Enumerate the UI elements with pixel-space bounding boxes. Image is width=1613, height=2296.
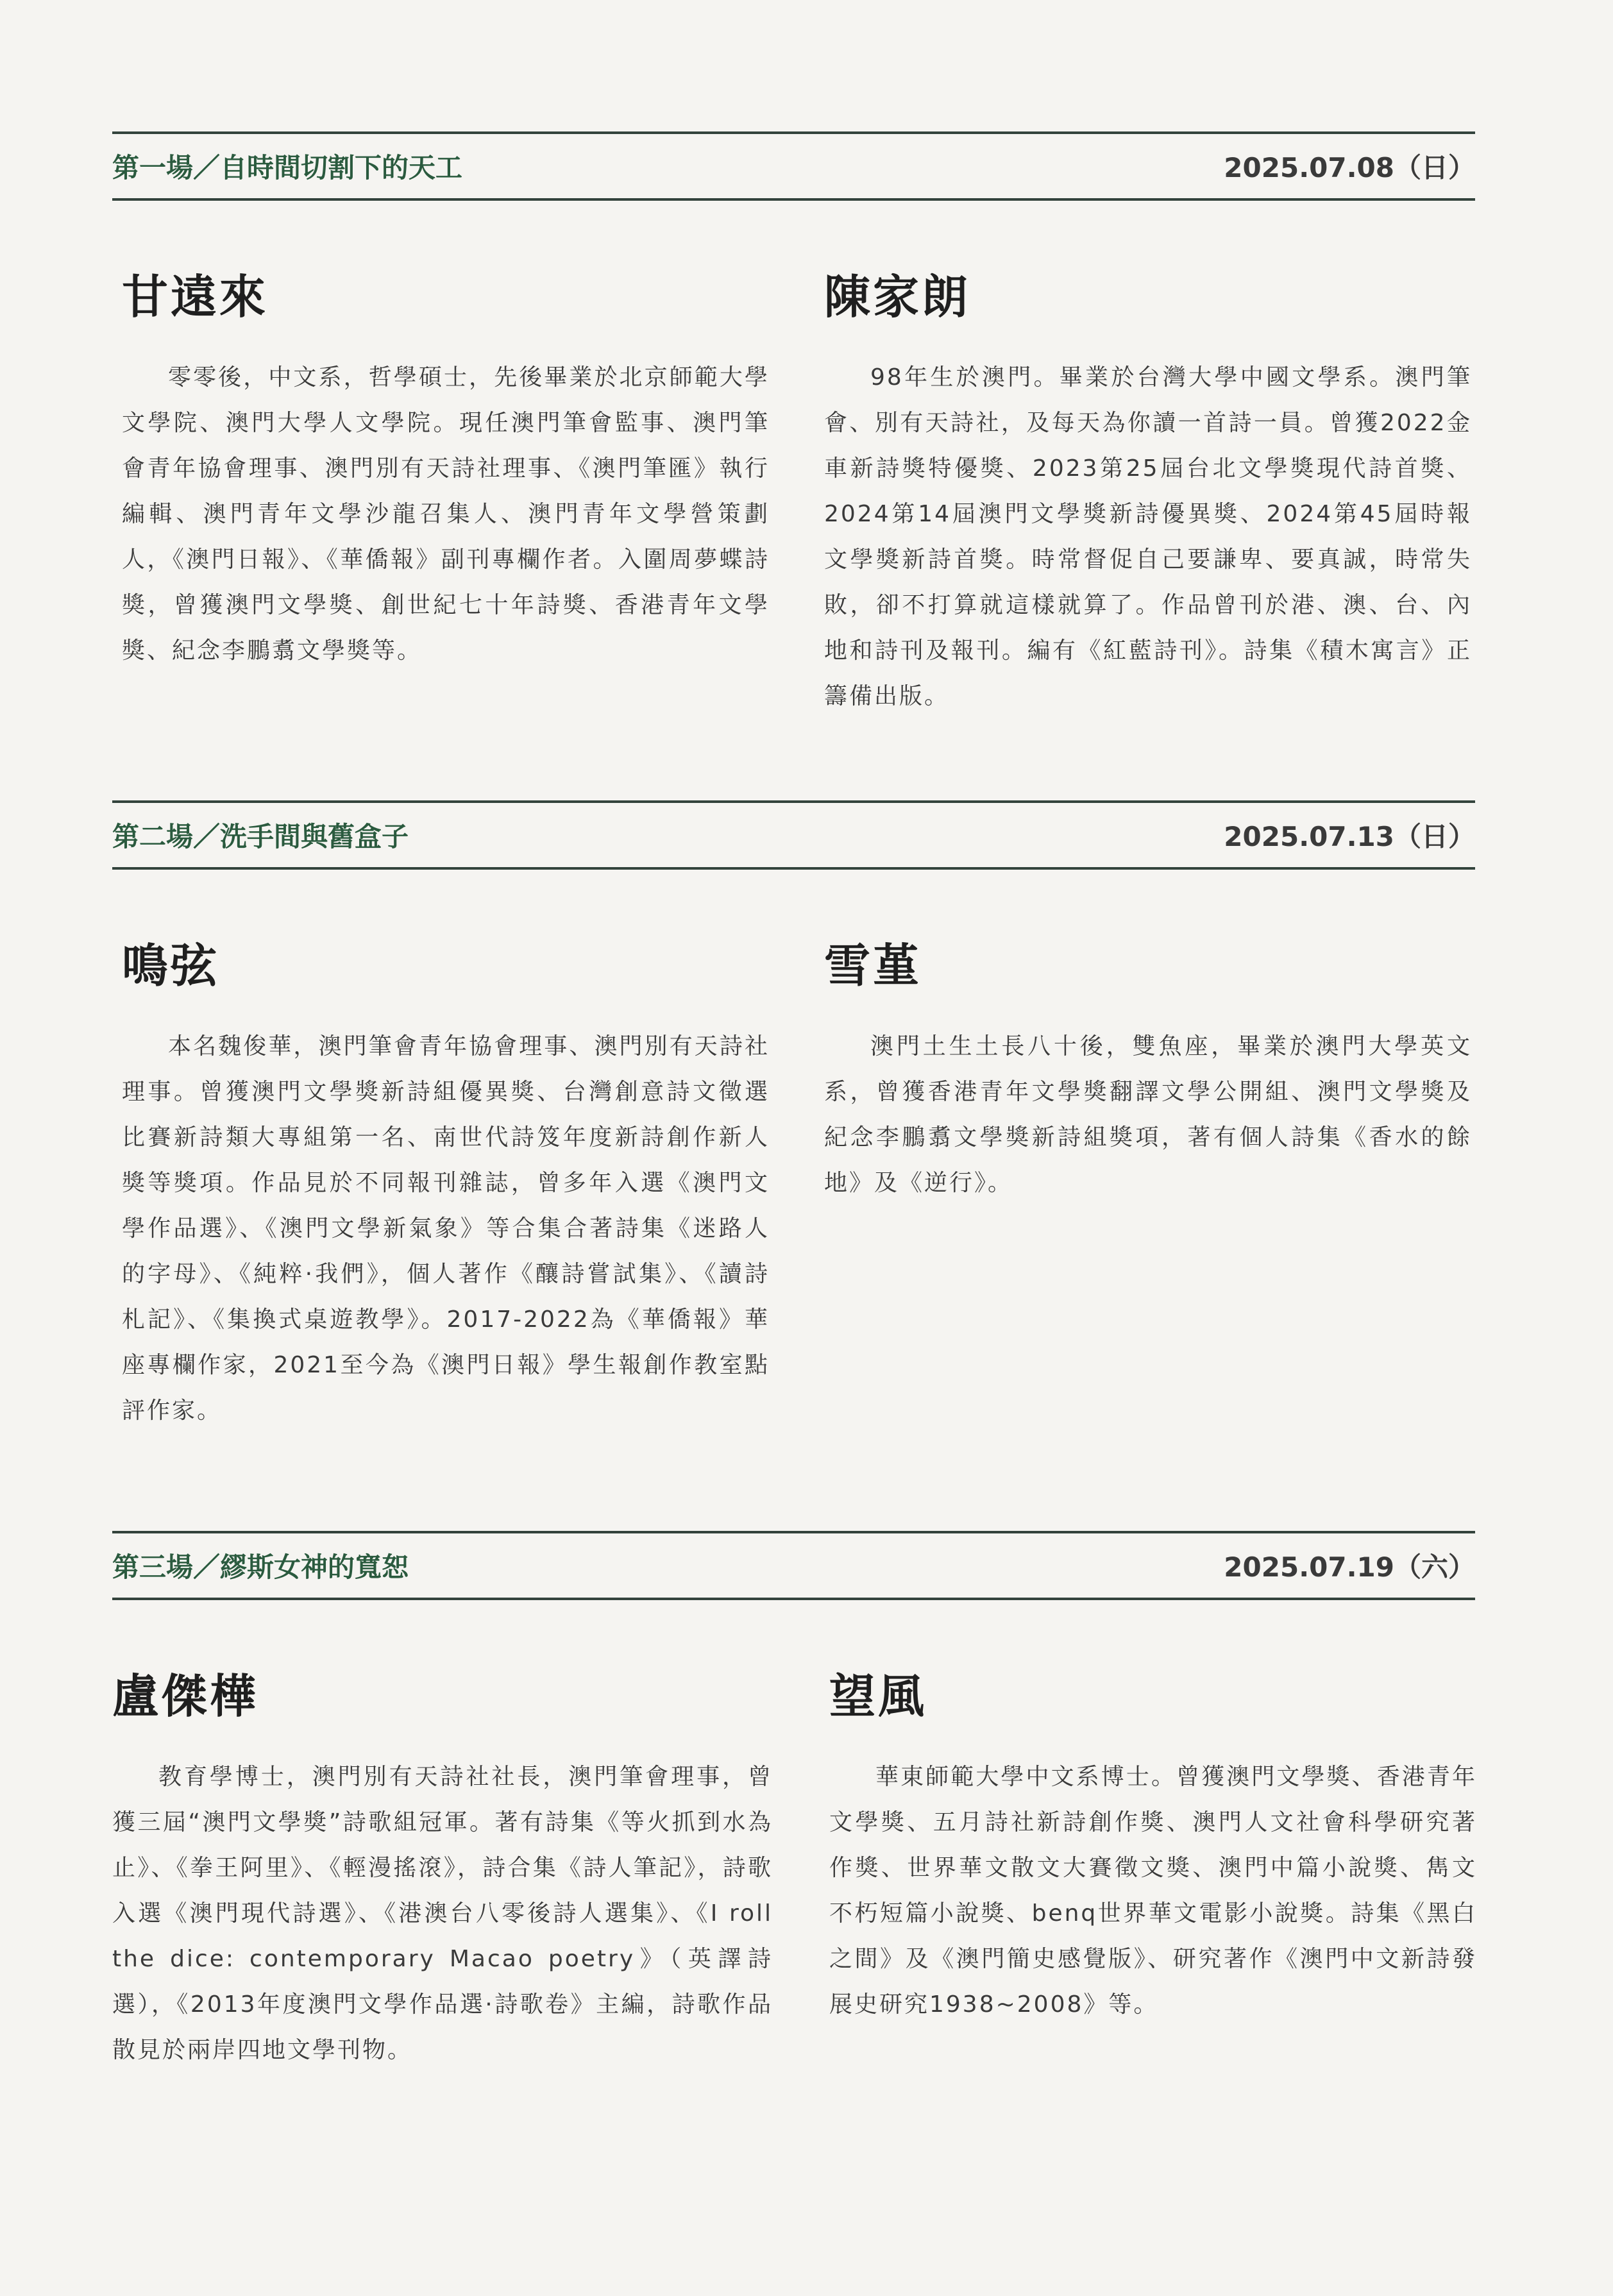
author-name: 雪堇 (824, 938, 922, 993)
session-date: 2025.07.08（日） (1224, 152, 1475, 183)
session-3 (112, 1531, 1477, 2063)
author-card (122, 265, 770, 673)
session-2 (112, 800, 1475, 1424)
author-bio: 零零後，中文系，哲學碩士，先後畢業於北京師範大學文學院、澳門大學人文學院。現任澳門筆會監事、澳門筆會青年協會理事、澳門別有天詩社理事、《澳門筆匯》執行編輯、澳門青年文學沙龍召集人、澳門青年文學營策劃人，《澳門日報》、《華僑報》副刊專欄作者。入圍周夢蝶詩獎，曾獲澳門文學獎、創世紀七十年詩獎、香港青年文學獎、紀念李鵬翥文學獎等。 (122, 364, 770, 664)
session-header (112, 131, 1475, 201)
session-date: 2025.07.19（六） (1224, 1551, 1475, 1583)
session-title: 第一場／自時間切割下的天工 (112, 152, 463, 183)
author-name: 陳家朗 (824, 269, 971, 324)
session-title: 第三場／繆斯女神的寬恕 (112, 1551, 409, 1583)
author-card (122, 934, 770, 1433)
author-name: 鳴弦 (122, 938, 220, 993)
session-title: 第二場／洗手間與舊盒子 (112, 821, 409, 852)
author-name: 甘遠來 (122, 269, 269, 324)
author-name: 望風 (829, 1669, 927, 1723)
author-bio: 98年生於澳門。畢業於台灣大學中國文學系。澳門筆會、別有天詩社，及每天為你讀一首詩一員。曾獲2022金車新詩獎特優獎、2023第25屆台北文學獎現代詩首獎、2024第14屆澳門文學獎新詩優異獎、2024第45屆時報文學獎新詩首獎。時常督促自己要謙卑、要真誠，時常失敗，卻不打算就這樣就算了。作品曾刊於港、澳、台、內地和詩刊及報刊。編有《紅藍詩刊》。詩集《積木寓言》正籌備出版。 (824, 364, 1472, 709)
session-header (112, 800, 1475, 870)
author-card (824, 934, 1472, 1206)
author-name: 盧傑樺 (112, 1669, 259, 1723)
author-card (829, 1664, 1477, 2027)
author-card (824, 265, 1472, 719)
session-header (112, 1531, 1475, 1600)
author-bio: 本名魏俊華，澳門筆會青年協會理事、澳門別有天詩社理事。曾獲澳門文學獎新詩組優異獎、台灣創意詩文徵選比賽新詩類大專組第一名、南世代詩笈年度新詩創作新人獎等獎項。作品見於不同報刊雜誌，曾多年入選《澳門文學作品選》、《澳門文學新氣象》等合集合著詩集《迷路人的字母》、《純粹·我們》，個人著作《釀詩嘗試集》、《讀詩札記》、《集換式桌遊教學》。2017-2022為《華僑報》華座專欄作家，2021至今為《澳門日報》學生報創作教室點評作家。 (122, 1033, 770, 1424)
author-bio: 澳門土生土長八十後，雙魚座，畢業於澳門大學英文系，曾獲香港青年文學獎翻譯文學公開組、澳門文學獎及紀念李鵬翥文學獎新詩組獎項，著有個人詩集《香水的餘地》及《逆行》。 (824, 1033, 1472, 1196)
author-bio: 華東師範大學中文系博士。曾獲澳門文學獎、香港青年文學獎、五月詩社新詩創作獎、澳門人文社會科學研究著作獎、世界華文散文大賽徵文獎、澳門中篇小說獎、雋文不朽短篇小說獎、benq世界華文電影小說獎。詩集《黑白之間》及《澳門簡史感覺版》、研究著作《澳門中文新詩發展史研究1938~2008》等。 (829, 1764, 1477, 2018)
author-bio: 教育學博士，澳門別有天詩社社長，澳門筆會理事，曾獲三屆“澳門文學獎”詩歌組冠軍。著有詩集《等火抓到水為止》、《拳王阿里》、《輕漫搖滾》，詩合集《詩人筆記》，詩歌入選《澳門現代詩選》、《港澳台八零後詩人選集》、《I roll the dice: contemporary Macao poetry》（英譯詩選），《2013年度澳門文學作品選·詩歌卷》主編，詩歌作品散見於兩岸四地文學刊物。 (112, 1764, 773, 2063)
session-date: 2025.07.13（日） (1224, 821, 1475, 852)
session-1 (112, 131, 1475, 709)
author-card (112, 1664, 773, 2073)
